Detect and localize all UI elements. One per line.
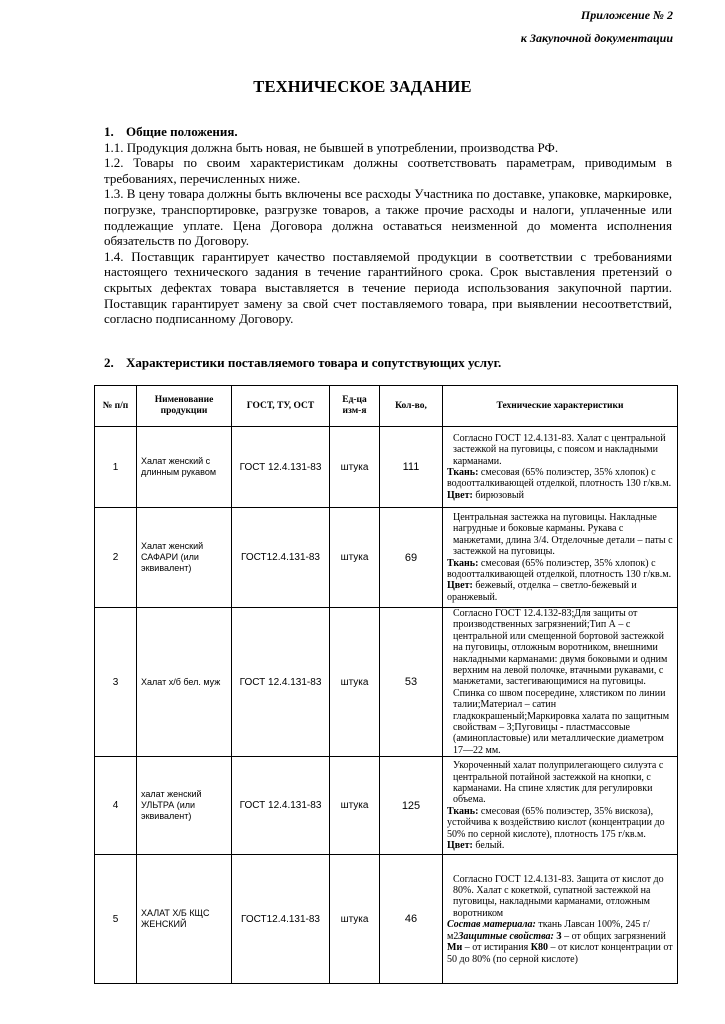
table-header-row [95, 386, 678, 427]
paragraph-1-2: 1.2. Товары по своим характеристикам должны соответствовать параметрам, приводимым в требованиях, перечисленных ниже. [104, 155, 672, 186]
table-row [95, 608, 678, 757]
row-unit: штука [330, 757, 380, 855]
row-qty: 125 [380, 757, 443, 855]
row-unit: штука [330, 427, 380, 508]
paragraph-1-4: 1.4. Поставщик гарантирует качество поставляемой продукции в соответствии с требованиями настоящего технического задания в течение гарантийного срока. Срок выставления претензий о скрытых дефектах товара выставляется в течение периода использования закупочной партии. Поставщик гарантирует замену за свой счет поставляемого товара, при выявлении несоответствий, согласно подписанному Договору. [104, 248, 672, 327]
section-general [104, 124, 672, 327]
header-qty: Кол-во, [380, 386, 443, 427]
paragraph-1-3: 1.3. В цену товара должны быть включены все расходы Участника по доставке, упаковке, маркировке, погрузке, транспортировке, разгрузке товаров, а также прочие расходы и налоги, уплаченные или подлежащие уплате. Цена Договора должна оставаться неизменной до момента исполнения обязательств по Договору. [104, 186, 672, 249]
row-num: 4 [95, 757, 137, 855]
header-num: № п/п [95, 386, 137, 427]
row-spec: Центральная застежка на пуговицы. Накладные нагрудные и боковые карманы. Рукава с манжетами, длина 3/4. Отделочные детали – паты с застежкой на пуговицы. Ткань: смесовая (65% полиэстер, 35% хлопок) с водоотталкивающей отделкой, плотность 130 г/кв.м. Цвет: бежевый, отделка – светло-бежевый и оранжевый. [443, 508, 678, 608]
header-name: Нименование продукции [137, 386, 232, 427]
row-spec: Согласно ГОСТ 12.4.131-83. Халат с центральной застежкой на пуговицы, с поясом и накладными карманами. Ткань: смесовая (65% полиэстер, 35% хлопок) с водоотталкивающей отделкой, плотность 130 г/кв.м. Цвет: бирюзовый [443, 427, 678, 508]
row-unit: штука [330, 608, 380, 757]
row-name: Халат х/б бел. муж [137, 608, 232, 757]
row-spec: Укороченный халат полуприлегающего силуэта с центральной потайной застежкой на кнопки, с карманами. На спине хлястик для регулировки объема. Ткань: смесовая (65% полиэстер, 35% вискоза), устойчива к воздействию кислот (концентрации до 50% по серной кислоте), плотность 175 г/кв.м. Цвет: белый. [443, 757, 678, 855]
table-row [95, 508, 678, 608]
table-row [95, 427, 678, 508]
row-gost: ГОСТ12.4.131-83 [232, 508, 330, 608]
row-name: халат женский УЛЬТРА (или эквивалент) [137, 757, 232, 855]
table-row [95, 855, 678, 984]
appendix-reference: к Закупочной документации [520, 31, 673, 45]
section-characteristics-heading: 2. Характеристики поставляемого товара и сопутствующих услуг. [104, 355, 502, 370]
row-name: Халат женский САФАРИ (или эквивалент) [137, 508, 232, 608]
row-num: 1 [95, 427, 137, 508]
row-gost: ГОСТ12.4.131-83 [232, 855, 330, 984]
appendix-number: Приложение № 2 [580, 8, 673, 22]
row-qty: 46 [380, 855, 443, 984]
row-unit: штука [330, 855, 380, 984]
header-spec: Технические характеристики [443, 386, 678, 427]
row-name: Халат женский с длинным рукавом [137, 427, 232, 508]
row-unit: штука [330, 508, 380, 608]
row-gost: ГОСТ 12.4.131-83 [232, 608, 330, 757]
row-qty: 69 [380, 508, 443, 608]
row-spec: Согласно ГОСТ 12.4.132-83;Для защиты от производственных загрязнений;Тип А – с центральной или смещенной бортовой застежкой на пуговицы, отложным воротником, внешними накладными карманами: двумя боковыми и одним верхним на левой полочке, втачными рукавами, с манжетами, застегивающимися на пуговицы. Спинка со швом посередине, хлястиком по линии талии;Материал – сатин гладкокрашеный;Маркировка халата по защитным свойствам – З;Пуговицы - пластмассовые (аминопластовые) или металлические диаметром 17—22 мм. [443, 608, 678, 757]
section-heading: 1. Общие положения. [104, 124, 238, 139]
specification-table [94, 385, 678, 984]
table-row [95, 757, 678, 855]
paragraph-1-1: 1.1. Продукция должна быть новая, не бывшей в употреблении, производства РФ. [104, 139, 559, 155]
row-num: 2 [95, 508, 137, 608]
row-num: 3 [95, 608, 137, 757]
row-qty: 53 [380, 608, 443, 757]
row-gost: ГОСТ 12.4.131-83 [232, 427, 330, 508]
document-title: ТЕХНИЧЕСКОЕ ЗАДАНИЕ [253, 77, 472, 96]
row-spec: Согласно ГОСТ 12.4.131-83. Защита от кислот до 80%. Халат с кокеткой, супатной застежкой на пуговицы, накладными карманами, отложным воротником Состав материала: ткань Лавсан 100%, 245 г/м2Защитные свойства: З – от общих загрязнений Ми – от истирания К80 – от кислот концентрации от 50 до 80% (по серной кислоте) [443, 855, 678, 984]
row-name: ХАЛАТ Х/Б КЩС ЖЕНСКИЙ [137, 855, 232, 984]
row-num: 5 [95, 855, 137, 984]
header-gost: ГОСТ, ТУ, ОСТ [232, 386, 330, 427]
row-gost: ГОСТ 12.4.131-83 [232, 757, 330, 855]
row-qty: 111 [380, 427, 443, 508]
header-unit: Ед-ца изм-я [330, 386, 380, 427]
